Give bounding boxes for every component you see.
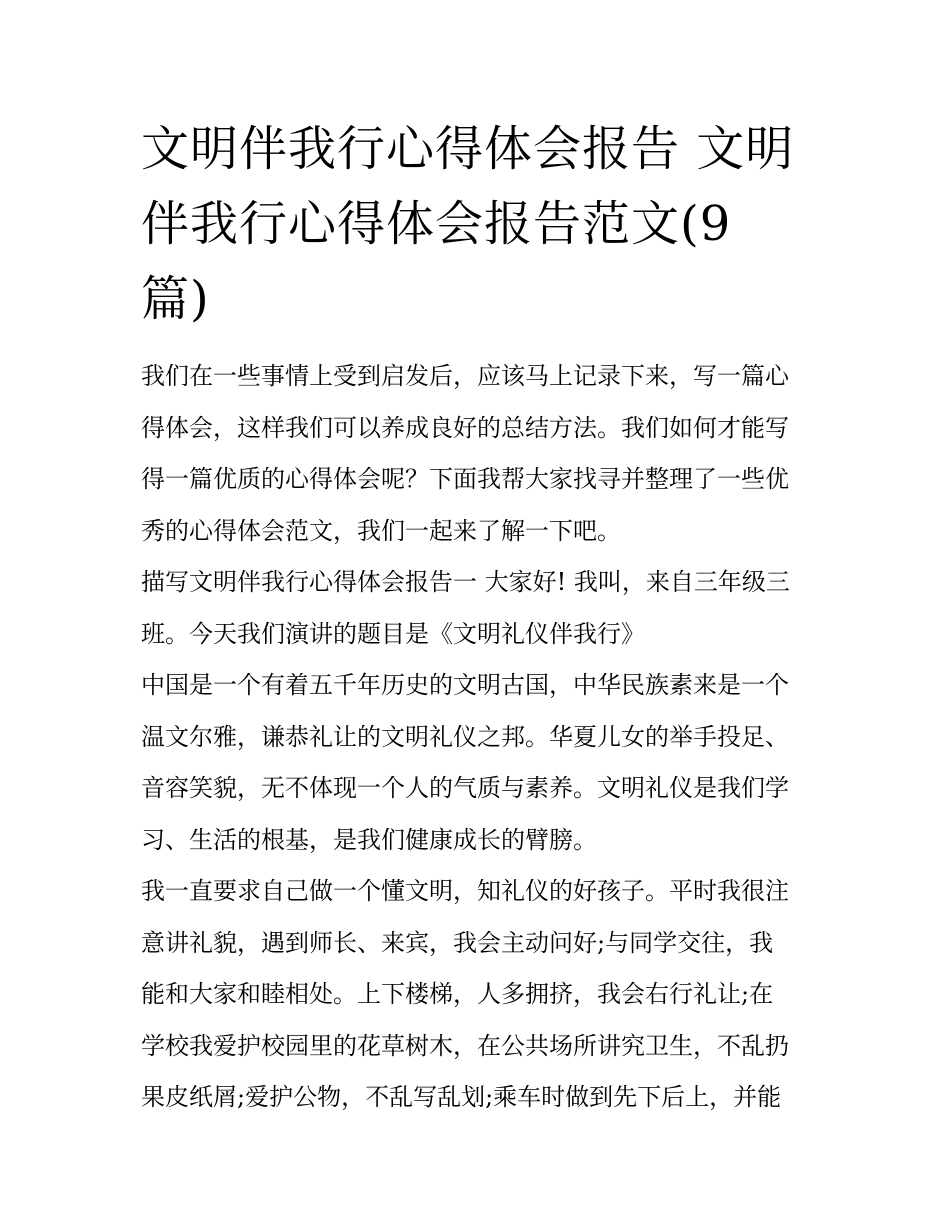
text-line: 我们在一些事情上受到启发后，应该马上记录下来，写一篇心 bbox=[141, 362, 789, 390]
text-line: 得体会，这样我们可以养成良好的总结方法。我们如何才能写 bbox=[141, 413, 789, 442]
text-line: 中国是一个有着五千年历史的文明古国，中华民族素来是一个 bbox=[141, 671, 789, 699]
text-line: 我一直要求自己做一个懂文明，知礼仪的好孩子。平时我很注 bbox=[141, 877, 789, 905]
text-line: 果皮纸屑;爱护公物，不乱写乱划;乘车时做到先下后上，并能 bbox=[141, 1083, 782, 1111]
text-line: 习、生活的根基，是我们健康成长的臂膀。 bbox=[141, 825, 597, 854]
title-line: 文明伴我行心得体会报告 文明 bbox=[141, 121, 795, 177]
document-title bbox=[141, 112, 813, 337]
behavior-paragraph bbox=[141, 866, 813, 1124]
text-line: 学校我爱护校园里的花草树木，在公共场所讲究卫生，不乱扔 bbox=[141, 1031, 789, 1060]
text-line: 秀的心得体会范文，我们一起来了解一下吧。 bbox=[141, 516, 621, 545]
heritage-paragraph bbox=[141, 660, 813, 866]
text-line: 能和大家和睦相处。上下楼梯，人多拥挤，我会右行礼让;在 bbox=[141, 980, 774, 1008]
title-line: 篇) bbox=[141, 271, 210, 327]
title-line: 伴我行心得体会报告范文(9 bbox=[141, 196, 732, 252]
text-line: 音容笑貌，无不体现一个人的气质与素养。文明礼仪是我们学 bbox=[141, 774, 789, 802]
text-line: 得一篇优质的心得体会呢？下面我帮大家找寻并整理了一些优 bbox=[141, 465, 789, 493]
text-line: 描写文明伴我行心得体会报告一 大家好! 我叫，来自三年级三 bbox=[141, 568, 790, 596]
greeting-paragraph bbox=[141, 557, 813, 660]
document-body bbox=[141, 112, 813, 1124]
text-line: 班。今天我们演讲的题目是《文明礼仪伴我行》 bbox=[141, 619, 645, 648]
text-line: 温文尔雅，谦恭礼让的文明礼仪之邦。华夏儿女的举手投足、 bbox=[141, 722, 789, 751]
intro-paragraph bbox=[141, 351, 813, 557]
text-line: 意讲礼貌，遇到师长、来宾，我会主动问好;与同学交往，我 bbox=[141, 928, 774, 957]
